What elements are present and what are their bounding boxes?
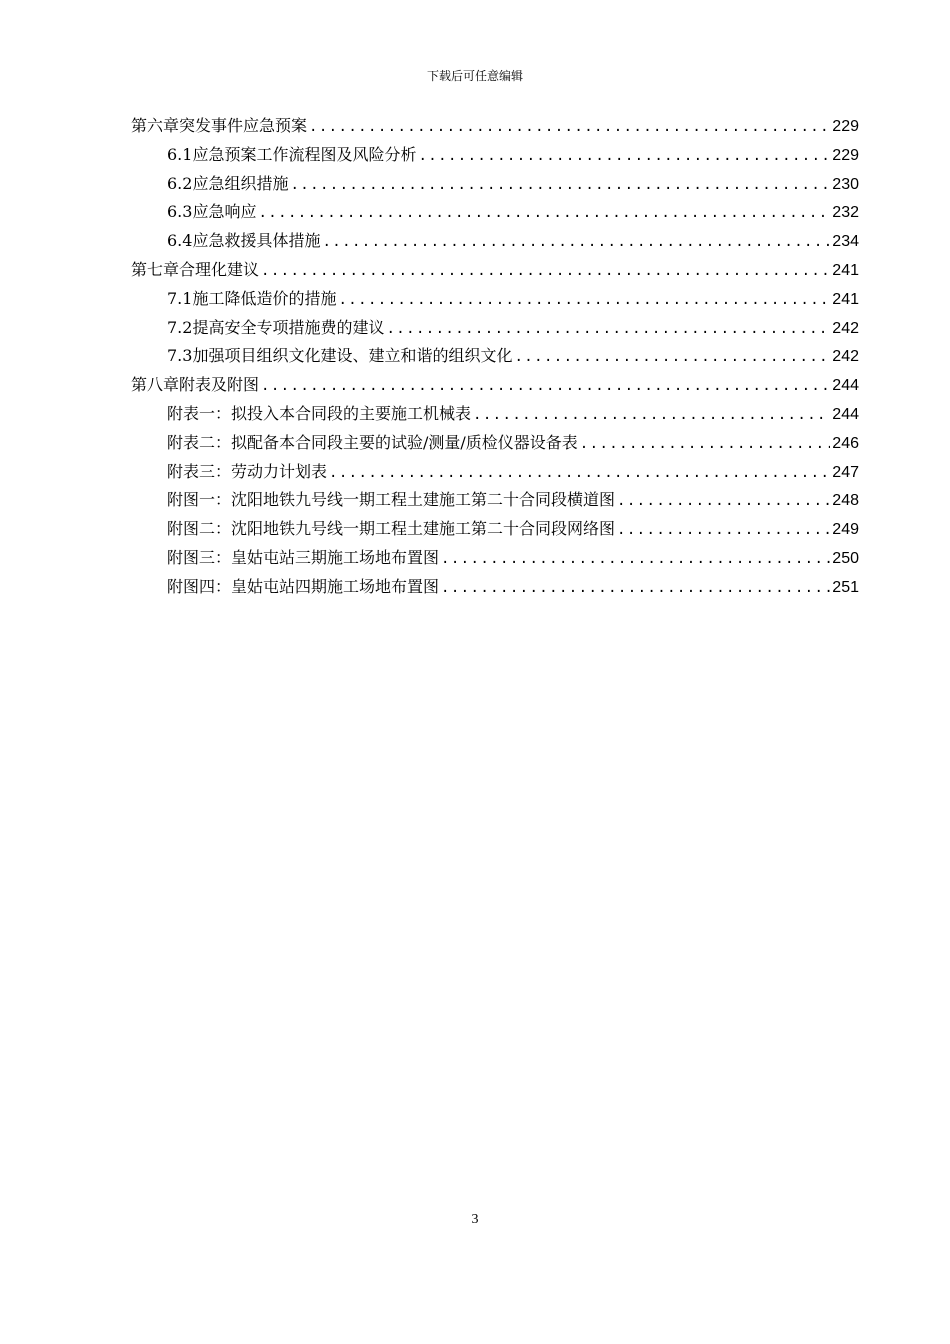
toc-entry[interactable] [131,227,859,256]
toc-entry-title: 6.3应急响应 [167,202,257,222]
toc-dot-leader [418,142,830,170]
toc-entry-title: 6.2应急组织措施 [167,173,289,193]
toc-entry[interactable] [131,112,859,141]
toc-entry[interactable] [131,573,859,602]
toc-entry-title: 附图四：皇姑屯站四期施工场地布置图 [167,576,440,596]
toc-entry[interactable] [131,198,859,227]
toc-entry-title: 附表二：拟配备本合同段主要的试验/测量/质检仪器设备表 [167,432,578,452]
toc-entry[interactable] [131,515,859,544]
toc-entry-page: 229 [832,118,859,135]
toc-entry-page: 242 [832,319,859,337]
toc-entry-title: 6.1应急预案工作流程图及风险分析 [167,144,417,164]
toc-dot-leader [258,199,830,227]
toc-entry[interactable] [131,458,859,487]
toc-entry[interactable] [131,141,859,170]
table-of-contents [131,112,859,602]
toc-entry-title: 第七章合理化建议 [131,259,260,279]
toc-dot-leader [329,459,830,487]
toc-entry-title: 附表一：拟投入本合同段的主要施工机械表 [167,403,472,423]
toc-dot-leader [473,401,830,429]
toc-dot-leader [386,315,830,343]
toc-entry-page: 241 [832,290,859,308]
toc-dot-leader [617,487,830,515]
toc-dot-leader [580,430,831,458]
toc-entry-title: 附图二：沈阳地铁九号线一期工程土建施工第二十合同段网络图 [167,519,616,539]
toc-entry-page: 230 [832,175,859,193]
toc-entry[interactable] [131,256,859,285]
toc-entry-page: 234 [832,233,859,251]
toc-entry-page: 246 [832,434,859,452]
toc-entry-page: 244 [832,405,859,423]
toc-entry[interactable] [131,486,859,515]
toc-entry[interactable] [131,371,859,400]
toc-entry-page: 251 [832,578,859,596]
toc-entry-title: 6.4应急救援具体措施 [167,231,321,251]
toc-dot-leader [441,545,830,573]
toc-dot-leader [322,228,830,256]
toc-dot-leader [338,286,830,314]
toc-entry-page: 232 [832,204,859,222]
toc-entry-title: 第六章突发事件应急预案 [131,116,308,135]
toc-dot-leader [261,257,830,285]
toc-entry-page: 250 [832,549,859,567]
toc-entry-title: 第八章附表及附图 [131,375,260,395]
toc-dot-leader [617,516,830,544]
toc-entry[interactable] [131,285,859,314]
toc-entry-page: 242 [832,348,859,366]
toc-entry-title: 7.2提高安全专项措施费的建议 [167,317,385,337]
toc-entry-page: 241 [832,261,859,279]
toc-entry-page: 247 [832,463,859,481]
toc-entry-title: 7.1施工降低造价的措施 [167,288,337,308]
toc-entry-title: 附表三：劳动力计划表 [167,461,328,481]
toc-entry-page: 248 [832,492,859,510]
toc-entry[interactable] [131,400,859,429]
toc-entry[interactable] [131,170,859,199]
toc-dot-leader [290,171,830,199]
toc-entry-title: 7.3加强项目组织文化建设、建立和谐的组织文化 [167,346,513,366]
toc-entry[interactable] [131,429,859,458]
page-header: 下载后可任意编辑 [426,69,523,83]
toc-entry-page: 229 [832,146,859,164]
toc-entry-title: 附图三：皇姑屯站三期施工场地布置图 [167,547,440,567]
toc-entry-title: 附图一：沈阳地铁九号线一期工程土建施工第二十合同段横道图 [167,490,616,510]
toc-entry-page: 244 [832,377,859,395]
toc-entry-page: 249 [832,521,859,539]
toc-entry[interactable] [131,544,859,573]
toc-dot-leader [261,372,830,400]
toc-entry[interactable] [131,314,859,343]
toc-entry[interactable] [131,342,859,371]
toc-dot-leader [514,343,830,371]
page-number: 3 [471,1212,479,1227]
toc-dot-leader [309,113,830,141]
toc-dot-leader [441,574,830,602]
